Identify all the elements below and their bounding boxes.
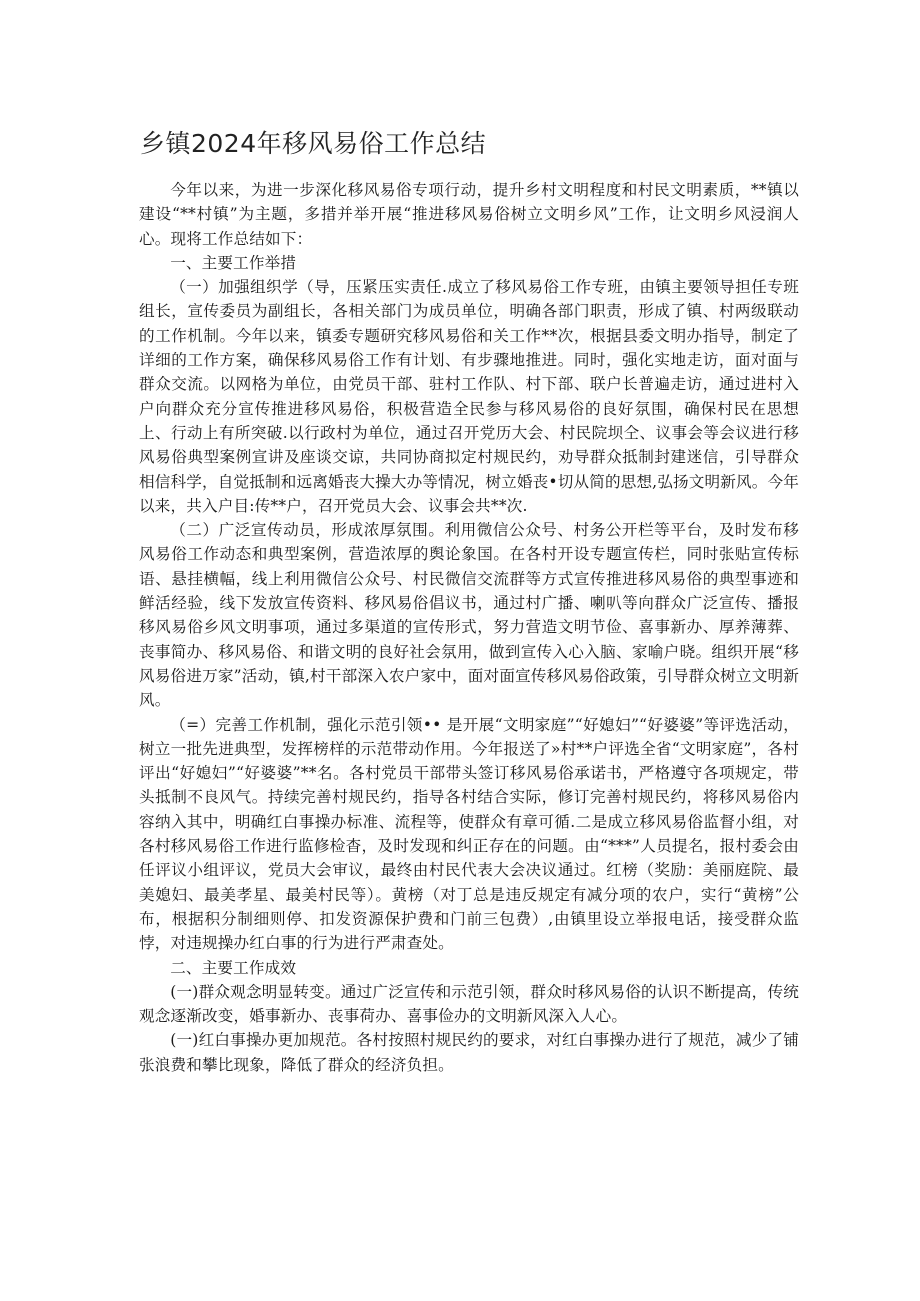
section-1-paragraph-3: （=）完善工作机制，强化示范引领•• 是开展“文明家庭”“好媳妇”“好婆婆”等评选活动，树立一批先进典型，发挥榜样的示范带动作用。今年报送了»村**户评选全省“文明家庭”，各村评出“好媳妇”“好婆婆”**名。各村党员干部带头签订移风易俗承诺书，严格遵守各项规定，带头抵制不良风气。持续完善村规民约，指导各村结合实际，修订完善村规民约，将移风易俗内容纳入其中，明确红白事操办标准、流程等，使群众有章可循.二是成立移风易俗监督小组，对各村移风易俗工作进行监修检杳，及时发现和纠正存在的问题。由“***”人员提名，报村委会由任评议小组评议，党员大会审议，最终由村民代表大会决议通过。红榜（奖励：美丽庭院、最美媳妇、最美孝星、最美村民等）。黄榜（对丁总是违反规定有减分项的农户，实行“黄榜”公布，根据积分制细则停、扣发资源保护费和门前三包费）,由镇里设立举报电话，接受群众监悖，对违规操办红白事的行为进行严肃查处。 xyxy=(139,715,799,953)
section-2-paragraph-2: (一)红白事操办更加规范。各村按照村规民约的要求，对红白事操办进行了规范，减少了铺张浪费和攀比现象，降低了群众的经济负担。 xyxy=(139,1031,799,1074)
section-2-paragraph-1: (一)群众观念明显转变。通过广泛宣传和示范引领，群众时移风易俗的认识不断提高，传统观念逐渐改变，婚事新办、丧事荷办、喜事俭办的文明新风深入人心。 xyxy=(139,982,799,1026)
intro-paragraph: 今年以来，为进一步深化移风易俗专项行动，提升乡村文明程度和村民文明素质，**镇以建设“**村镇”为主题，多措并举开展“推进移风易俗树立文明乡风”工作，让文明乡风浸润人心。现将工作总结如下： xyxy=(139,181,799,248)
section-1-paragraph-2: （二）广泛宣传动员，形成浓厚氛围。利用微信公众号、村务公开栏等平台，及时发布移风易俗工作动态和典型案例，营造浓厚的舆论象国。在各村开设专题宣传栏，同时张贴宣传标语、悬挂横幅，线上利用微信公众号、村民微信交流群等方式宣传推进移风易俗的典型事迹和鲜活经验，线下发放宣传资料、移风易俗倡议书，通过村广播、喇叭等向群众广泛宣传、播报移风易俗乡风文明事项，通过多渠道的宣传形式，努力营造文明节俭、喜事新办、厚养薄葬、丧事简办、移风易俗、和谐文明的良好社会氛用，做到宣传入心入脑、家喻户晓。组织开展“移风易俗进万家”活动，镇,村干部深入农户家中，面对面宣传移风易俗政策，引导群众树立文明新风。 xyxy=(139,521,799,710)
document-title: 乡镇2024年移风易俗工作总结 xyxy=(140,129,487,158)
document-body xyxy=(139,178,799,1077)
section-1-paragraph-1: （一）加强组织学（导，压紧压实责任.成立了移风易俗工作专班，由镇主要领导担任专班组长，宣传委员为副组长，各相关部门为成员单位，明确各部门职责，形成了镇、村两级联动的工作机制。今年以来，镇委专题研究移风易俗和关工作**次，根据县委文明办指导，制定了详细的工作方案，确保移风易俗工作有计划、有步骤地推进。同时，强化实地走访，面对面与群众交流。以网格为单位，由党员干部、驻村工作队、村下部、联户长普遍走访，通过进村入户向群众充分宣传推进移风易俗，积极营造全民参与移风易俗的良好氛围，确保村民在思想上、行动上有所突破.以行政村为单位，通过召开党历大会、村民院坝仝、议事会等会议进行移风易俗典型案例宣讲及座谈交谅，共同协商拟定村规民约，劝导群众抵制封建迷信，引导群众相信科学，自觉抵制和远离婚丧大操大办等情况，树立婚丧•切从简的思想,弘扬文明新风。今年以来，共入户目:传**户，召开党员大会、议事会共**次. xyxy=(139,278,799,515)
section-2-heading: 二、主要工作成效 xyxy=(170,958,297,977)
section-1-heading: 一、主要工作举措 xyxy=(170,253,297,272)
